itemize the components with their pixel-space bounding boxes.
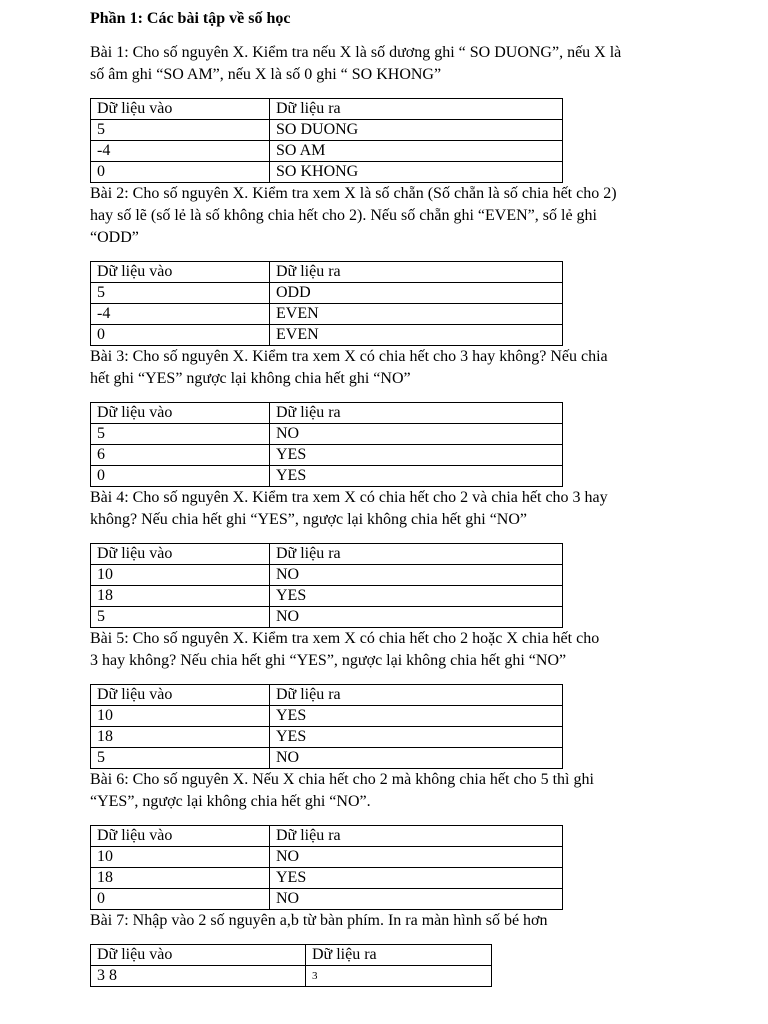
table-cell-input: 18	[91, 727, 270, 748]
table-cell-output: NO	[270, 748, 563, 769]
table-header-input: Dữ liệu vào	[91, 945, 306, 966]
table-cell-output: NO	[270, 565, 563, 586]
exercise-6-text-line-1: Bài 6: Cho số nguyên X. Nếu X chia hết cho 2 mà không chia hết cho 5 thì ghi	[90, 771, 594, 788]
table-header-input: Dữ liệu vào	[91, 826, 270, 847]
table-cell-input: 0	[91, 889, 270, 910]
exercise-1-text-line-2: số âm ghi “SO AM”, nếu X là số 0 ghi “ SO KHONG”	[90, 66, 442, 83]
table-cell-output: NO	[270, 847, 563, 868]
table-cell-input: 5	[91, 748, 270, 769]
table-row	[91, 445, 563, 466]
exercise-3-table	[90, 402, 563, 487]
exercise-5-text-line-1: Bài 5: Cho số nguyên X. Kiểm tra xem X có chia hết cho 2 hoặc X chia hết cho	[90, 630, 600, 647]
table-row	[91, 141, 563, 162]
table-cell-output: EVEN	[270, 304, 563, 325]
exercise-7-text-line-1: Bài 7: Nhập vào 2 số nguyên a,b từ bàn phím. In ra màn hình số bé hơn	[90, 912, 548, 929]
table-cell-input: 10	[91, 847, 270, 868]
table-cell-output: YES	[270, 466, 563, 487]
exercise-6-text-line-2: “YES”, ngược lại không chia hết ghi “NO”.	[90, 793, 371, 810]
exercise-2-text-line-1: Bài 2: Cho số nguyên X. Kiểm tra xem X là số chẵn (Số chẵn là số chia hết cho 2)	[90, 185, 617, 202]
table-header-row	[91, 945, 492, 966]
exercise-3-text-line-1: Bài 3: Cho số nguyên X. Kiểm tra xem X có chia hết cho 3 hay không? Nếu chia	[90, 348, 608, 365]
document-page	[90, 8, 690, 987]
table-row	[91, 706, 563, 727]
table-header-output: Dữ liệu ra	[270, 685, 563, 706]
table-row	[91, 748, 563, 769]
table-row	[91, 283, 563, 304]
table-row	[91, 424, 563, 445]
exercise-4-text-line-1: Bài 4: Cho số nguyên X. Kiểm tra xem X có chia hết cho 2 và chia hết cho 3 hay	[90, 489, 608, 506]
table-row	[91, 847, 563, 868]
exercise-1-table	[90, 98, 563, 183]
table-row	[91, 889, 563, 910]
table-row	[91, 565, 563, 586]
table-cell-input: 10	[91, 706, 270, 727]
table-cell-input: 5	[91, 424, 270, 445]
exercise-2-text-line-2: hay số lẽ (số lẻ là số không chia hết cho 2). Nếu số chẵn ghi “EVEN”, số lẻ ghi	[90, 207, 597, 224]
table-header-output: Dữ liệu ra	[270, 544, 563, 565]
table-cell-input: 0	[91, 325, 270, 346]
table-cell-input: 10	[91, 565, 270, 586]
exercise-5-table	[90, 684, 563, 769]
table-cell-output: YES	[270, 706, 563, 727]
exercise-4-text-line-2: không? Nếu chia hết ghi “YES”, ngược lại không chia hết ghi “NO”	[90, 511, 528, 528]
table-header-output: Dữ liệu ra	[270, 403, 563, 424]
table-cell-input: -4	[91, 304, 270, 325]
table-row	[91, 586, 563, 607]
exercise-7-table	[90, 944, 492, 987]
table-row	[91, 325, 563, 346]
table-cell-output: SO AM	[270, 141, 563, 162]
table-header-output: Dữ liệu ra	[270, 826, 563, 847]
table-row	[91, 162, 563, 183]
table-header-output: Dữ liệu ra	[306, 945, 492, 966]
table-header-output: Dữ liệu ra	[270, 99, 563, 120]
table-cell-output: NO	[270, 607, 563, 628]
table-header-input: Dữ liệu vào	[91, 403, 270, 424]
table-cell-output: NO	[270, 424, 563, 445]
table-cell-input: 18	[91, 868, 270, 889]
table-cell-input: 5	[91, 607, 270, 628]
table-header-input: Dữ liệu vào	[91, 544, 270, 565]
exercise-4-table	[90, 543, 563, 628]
exercise-2-table	[90, 261, 563, 346]
table-cell-output: YES	[270, 727, 563, 748]
table-cell-input: 0	[91, 466, 270, 487]
exercise-6-table	[90, 825, 563, 910]
table-header-row	[91, 544, 563, 565]
table-cell-output: YES	[270, 868, 563, 889]
table-cell-output: SO KHONG	[270, 162, 563, 183]
table-header-input: Dữ liệu vào	[91, 99, 270, 120]
table-cell-output: YES	[270, 445, 563, 466]
table-cell-output: 3	[306, 966, 492, 987]
table-row	[91, 727, 563, 748]
exercise-2-text-line-3: “ODD”	[90, 229, 139, 246]
table-cell-input: 5	[91, 283, 270, 304]
table-cell-input: 3 8	[91, 966, 306, 987]
section-heading: Phần 1: Các bài tập về số học	[90, 10, 291, 27]
table-header-row	[91, 826, 563, 847]
table-row	[91, 607, 563, 628]
table-cell-output: NO	[270, 889, 563, 910]
exercise-3-text-line-2: hết ghi “YES” ngược lại không chia hết ghi “NO”	[90, 370, 411, 387]
table-cell-output: EVEN	[270, 325, 563, 346]
table-header-row	[91, 403, 563, 424]
table-cell-input: 6	[91, 445, 270, 466]
table-row	[91, 466, 563, 487]
table-cell-input: 5	[91, 120, 270, 141]
exercise-5-text-line-2: 3 hay không? Nếu chia hết ghi “YES”, ngược lại không chia hết ghi “NO”	[90, 652, 567, 669]
table-cell-input: 0	[91, 162, 270, 183]
exercise-1-text-line-1: Bài 1: Cho số nguyên X. Kiểm tra nếu X là số dương ghi “ SO DUONG”, nếu X là	[90, 44, 622, 61]
table-header-row	[91, 99, 563, 120]
table-cell-input: -4	[91, 141, 270, 162]
table-row	[91, 966, 492, 987]
table-row	[91, 304, 563, 325]
table-header-row	[91, 262, 563, 283]
table-cell-output: YES	[270, 586, 563, 607]
table-cell-input: 18	[91, 586, 270, 607]
table-header-row	[91, 685, 563, 706]
table-cell-output: SO DUONG	[270, 120, 563, 141]
table-header-input: Dữ liệu vào	[91, 685, 270, 706]
table-header-input: Dữ liệu vào	[91, 262, 270, 283]
table-row	[91, 868, 563, 889]
table-row	[91, 120, 563, 141]
table-header-output: Dữ liệu ra	[270, 262, 563, 283]
table-cell-output: ODD	[270, 283, 563, 304]
